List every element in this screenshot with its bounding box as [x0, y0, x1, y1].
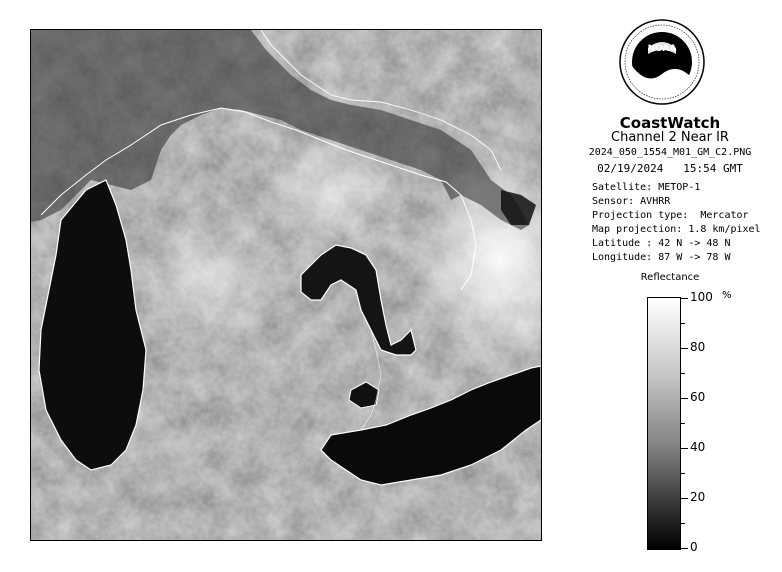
colorbar-label-40: 40 [690, 440, 706, 454]
noaa-logo [618, 18, 706, 106]
meta-latitude: Latitude : 42 N -> 48 N [592, 238, 731, 249]
noaa-logo-svg [618, 18, 706, 106]
colorbar-minor-tick [681, 323, 685, 324]
satellite-image-svg [31, 30, 541, 540]
colorbar-label-20: 20 [690, 490, 706, 504]
colorbar-tick [681, 498, 688, 499]
file-name: 2024_050_1554_M01_GM_C2.PNG [588, 147, 752, 158]
colorbar-tick [681, 398, 688, 399]
colorbar-label-100: 100 [690, 290, 713, 304]
colorbar-unit: % [722, 290, 732, 301]
colorbar-tick [681, 448, 688, 449]
noaa-logo-text: NOAA [647, 44, 677, 54]
colorbar-minor-tick [681, 523, 685, 524]
colorbar-label-80: 80 [690, 340, 706, 354]
colorbar-tick [681, 348, 688, 349]
colorbar-label-60: 60 [690, 390, 706, 404]
colorbar-minor-tick [681, 423, 685, 424]
colorbar-title: Reflectance [640, 272, 700, 283]
colorbar-tick [681, 298, 688, 299]
date-time: 02/19/2024 15:54 GMT [597, 162, 743, 175]
meta-sensor: Sensor: AVHRR [592, 196, 671, 207]
meta-map-projection: Map projection: 1.8 km/pixel [592, 224, 761, 235]
colorbar-tick [681, 548, 688, 549]
colorbar [647, 297, 681, 550]
app-title: CoastWatch [619, 114, 721, 132]
channel-subtitle: Channel 2 Near IR [611, 130, 729, 145]
bright-cloud-michigan [131, 210, 291, 350]
colorbar-minor-tick [681, 373, 685, 374]
satellite-image [30, 29, 542, 541]
meta-projection-type: Projection type: Mercator [592, 210, 749, 221]
colorbar-minor-tick [681, 473, 685, 474]
colorbar-label-0: 0 [690, 540, 698, 554]
meta-satellite: Satellite: METOP-1 [592, 182, 701, 193]
meta-longitude: Longitude: 87 W -> 78 W [592, 252, 731, 263]
